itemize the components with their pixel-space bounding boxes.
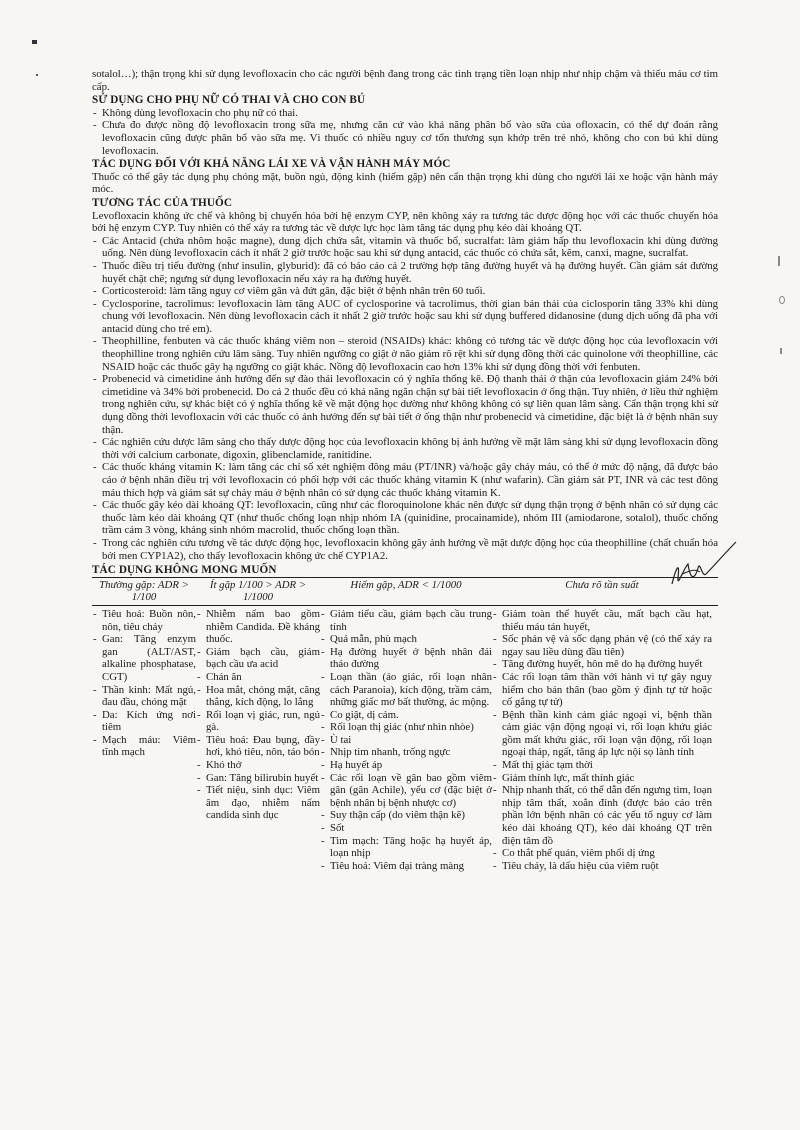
list-item: - Khó thở	[196, 759, 320, 772]
list-item: - Co thắt phế quản, viêm phổi dị ứng	[492, 847, 712, 860]
driving-heading: TÁC DỤNG ĐỐI VỚI KHẢ NĂNG LÁI XE VÀ VẬN HÀNH MÁY MÓC	[92, 158, 451, 171]
list-item: - Quá mẫn, phù mạch	[320, 633, 492, 646]
adverse-table-header	[92, 577, 718, 606]
interactions-list	[92, 235, 718, 562]
scan-mark	[32, 40, 37, 44]
list-item: - Tăng đường huyết, hôn mê do hạ đường huyết	[492, 658, 712, 671]
list-item: - Co giật, dị cảm.	[320, 709, 492, 722]
list-item: - Giảm toàn thể huyết cầu, mất bạch cầu hạt, thiếu máu tán huyết,	[492, 608, 712, 633]
scan-dot	[780, 348, 782, 354]
list-item: - Các rối loạn tâm thần với hành vi tự gây nguy hiểm cho bản thân (bao gồm ý định tự tử hoặc cố gắng tự tử)	[492, 671, 712, 709]
document-page	[92, 68, 718, 872]
header-common: Thường gặp: ADR > 1/100	[99, 578, 189, 604]
scan-dot	[779, 296, 785, 304]
list-item: - Mạch máu: Viêm tĩnh mạch	[92, 734, 196, 759]
list-item: - Bệnh thần kinh cảm giác ngoại vi, bệnh thần cảm giác vận động ngoại vi, rối loạn khứu giác gồm mất khứu giác, rối loạn vận động, rối loạn ngoại tháp, ngất, tăng áp lực nội sọ lành tính	[492, 709, 712, 759]
list-item: - Cyclosporine, tacrolimus: levofloxacin làm tăng AUC of cyclosporine và tacrolimus, thời gian bán thải của ciclosporin tăng 33% khi dùng chung với levofloxacin. Nên dùng levofloxacin cách ít nhất 2 giờ trước hoặc sau khi sử dụng buffered didanosine (dung dịch uống đã pha với antacid dùng cho trẻ em).	[92, 298, 718, 336]
rare-column	[320, 608, 492, 872]
scan-dot	[778, 256, 780, 266]
list-item: - Các thuốc kháng vitamin K: làm tăng các chỉ số xét nghiệm đông máu (PT/INR) và/hoặc gây chảy máu, có thể ở mức độ nặng, đã được báo cáo ở bệnh nhân điều trị với levofloxacin có phối hợp với các thuốc kháng vitamin K (như wafarin). Cần giám sát PT, INR và các test đông máu thích hợp và giám sát sự chảy máu ở bệnh nhân có sử dụng các thuốc kháng vitamin K.	[92, 461, 718, 499]
adverse-table-body	[92, 608, 718, 872]
list-item: - Mất thị giác tạm thời	[492, 759, 712, 772]
list-item: - Tiêu hoá: Đau bụng, đầy hơi, khó tiêu, nôn, táo bón	[196, 734, 320, 759]
list-item: - Tim mạch: Tăng hoặc hạ huyết áp, loạn nhịp	[320, 835, 492, 860]
list-item: - Ù tai	[320, 734, 492, 747]
list-item: - Chưa đo được nồng độ levofloxacin trong sữa mẹ, nhưng căn cứ vào khả năng phân bố vào sữa của ofloxacin, có thể dự đoán rằng levofloxacin cũng được phân bố vào sữa mẹ. Vì thuốc có nhiều nguy cơ tổn thương sụn khớp trên trẻ nhỏ, không cho con bú khi dùng levofloxacin.	[92, 119, 718, 157]
uncommon-column	[196, 608, 320, 872]
pregnancy-list	[92, 107, 718, 157]
list-item: - Nhiễm nấm bao gồm nhiễm Candida. Đề kháng thuốc.	[196, 608, 320, 646]
handwritten-signature	[664, 538, 738, 594]
list-item: - Các rối loạn về gân bao gồm viêm gân (gân Achile), yếu cơ (đặc biệt ở bệnh nhân bị bệnh nhược cơ)	[320, 772, 492, 810]
driving-text: Thuốc có thể gây tác dụng phụ chóng mặt, buồn ngủ, động kinh (hiếm gặp) nên cẩn thận trọng khi dùng cho người lái xe hoặc vận hành máy móc.	[92, 170, 718, 196]
list-item: - Các Antacid (chứa nhôm hoặc magne), dung dịch chứa sắt, vitamin và thuốc bổ, sucralfat: làm giảm hấp thu levofloxacin khi dùng đường uống. Nên dùng levofloxacin cách ít nhất 2 giờ trước hoặc sau khi sử dụng antacid, các thuốc có chứa sắt, kẽm, canxi, magne, sucralfat.	[92, 235, 718, 260]
list-item: - Nhịp tim nhanh, trống ngực	[320, 746, 492, 759]
list-item: - Theophilline, fenbuten và các thuốc kháng viêm non – steroid (NSAIDs) khác: không có tương tác về dược động học của levofloxacin với theophilline trong nghiên cứu lâm sàng. Tuy nhiên ngưỡng co giật ở não giảm rõ rệt khi sử dụng đồng thời các quinolone với theophilline, các NSAID hoặc các thuốc gây hạ ngưỡng co giật khác. Nồng độ levofloxacin cao hơn 13% khi sử dụng đồng thời với fenbuten.	[92, 335, 718, 373]
list-item: - Da: Kích ứng nơi tiêm	[92, 709, 196, 734]
scan-dot	[36, 74, 38, 76]
list-item: - Chán ăn	[196, 671, 320, 684]
list-item: - Rối loạn thị giác (như nhìn nhòe)	[320, 721, 492, 734]
list-item: - Corticosteroid: làm tăng nguy cơ viêm gân và đứt gân, đặc biệt ở bệnh nhân trên 60 tuổi.	[92, 285, 718, 298]
list-item: - Gan: Tăng enzym gan (ALT/AST, alkaline phosphatase, CGT)	[92, 633, 196, 683]
list-item: - Suy thận cấp (do viêm thận kẽ)	[320, 809, 492, 822]
list-item: - Không dùng levofloxacin cho phụ nữ có thai.	[92, 107, 718, 120]
list-item: - Tiết niệu, sinh dục: Viêm âm đạo, nhiễm nấm candida sinh dục	[196, 784, 320, 822]
adverse-effects-section	[92, 564, 718, 872]
unknown-column	[492, 608, 712, 872]
list-item: - Giảm tiểu cầu, giảm bạch cầu trung tính	[320, 608, 492, 633]
list-item: - Gan: Tăng bilirubin huyết	[196, 772, 320, 785]
header-unknown: Chưa rõ tần suất	[565, 578, 639, 591]
list-item: - Loạn thần (ảo giác, rối loạn nhân cách Paranoia), kích động, trầm cảm, những giấc mơ bất thường, ác mộng.	[320, 671, 492, 709]
list-item: - Các thuốc gây kéo dài khoảng QT: levofloxacin, cũng như các floroquinolone khác nên được sử dụng thận trọng ở bệnh nhân có sử dụng các thuốc làm kéo dài khoảng QT (như thuốc chống loạn nhịp nhóm IA (quinidine, procainamide), nhóm III (amiodarone, sotalol), thuốc chống trầm cảm 3 vòng, kháng sinh nhóm macrolid, thuốc chống loạn thần.	[92, 499, 718, 537]
list-item: - Thuốc điều trị tiểu đường (như insulin, glyburid): đã có báo cáo cả 2 trường hợp tăng đường huyết và hạ đường huyết. Cần giám sát đường huyết chặt chẽ; ngưng sử dụng levofloxacin nếu xảy ra hạ đường huyết.	[92, 260, 718, 285]
list-item: - Các nghiên cứu dược lâm sàng cho thấy dược động học của levofloxacin không bị ảnh hưởng về mặt lâm sàng khi sử dụng levofloxacin đồng thời với calcium carbonate, digoxin, glibenclamide, ranitidine.	[92, 436, 718, 461]
list-item: - Nhịp nhanh thất, có thể dẫn đến ngưng tim, loạn nhịp tâm thất, xoắn đỉnh (được báo cáo trên phần lớn bệnh nhân có các yếu tố nguy cơ làm kéo dài khoảng QT), kéo dài khoảng QT trên điện tâm đồ	[492, 784, 712, 847]
list-item: - Tiêu hoá: Buồn nôn, nôn, tiêu chảy	[92, 608, 196, 633]
list-item: - Tiêu hoá: Viêm đại tràng màng	[320, 860, 492, 873]
list-item: - Giảm thính lực, mất thính giác	[492, 772, 712, 785]
list-item: - Probenecid và cimetidine ảnh hưởng đến sự đào thải levofloxacin có ý nghĩa thống kê. Độ thanh thải ở thận của levofloxacin giảm 24% bởi cimetidine và 34% bởi probenecid. Do cả 2 thuốc đều có khả năng ngăn chặn sự bài tiết levofloxacin ở ống thận. Tuy nhiên, ở liều thử nghiệm trong nghiên cứu, sự khác biệt có ý nghĩa thống kê về mặt động học dường như không không có sự liên quan lâm sàng. Cẩn thận trọng khi sử dụng đồng thời levofloxacin với các thuốc có ảnh hưởng đến sự bài tiết ở ống thận như probenecid và cimetidine, đặc biệt là ở bệnh nhân suy thận.	[92, 373, 718, 436]
header-uncommon: Ít gặp 1/100 > ADR > 1/1000	[209, 578, 307, 604]
common-column	[92, 608, 196, 872]
list-item: - Hoa mắt, chóng mặt, căng thẳng, kích động, lo lắng	[196, 684, 320, 709]
pregnancy-heading: SỬ DỤNG CHO PHỤ NỮ CÓ THAI VÀ CHO CON BÚ	[92, 94, 366, 107]
interactions-intro: Levofloxacin không ức chế và không bị chuyển hóa bởi hệ enzym CYP, nên không xảy ra tương tác dược động học với các thuốc chuyển hóa bởi hệ enzym CYP. Tuy nhiên có thể xảy ra tương tác về dược lực học làm tăng tác dụng phụ kéo dài khoảng QT.	[92, 209, 718, 235]
intro-text: sotalol…); thận trọng khi sử dụng levofloxacin cho các người bệnh đang trong các tình trạng tiền loạn nhịp như nhịp chậm và thiếu máu cơ tim cấp.	[92, 68, 718, 93]
list-item: - Rối loạn vị giác, run, ngủ gà.	[196, 709, 320, 734]
list-item: - Tiêu chảy, là dấu hiệu của viêm ruột	[492, 860, 712, 873]
list-item: - Sốc phản vệ và sốc dạng phản vệ (có thể xảy ra ngay sau liều dùng đầu tiên)	[492, 633, 712, 658]
list-item: - Thần kinh: Mất ngủ, đau đầu, chóng mặt	[92, 684, 196, 709]
header-rare: Hiếm gặp, ADR < 1/1000	[350, 578, 462, 591]
list-item: - Hạ đường huyết ở bệnh nhân đái tháo đường	[320, 646, 492, 671]
adverse-heading: TÁC DỤNG KHÔNG MONG MUỐN	[92, 564, 277, 577]
list-item: - Sốt	[320, 822, 492, 835]
list-item: - Hạ huyết áp	[320, 759, 492, 772]
list-item: - Trong các nghiên cứu tương về tác dược động học, levofloxacin không gây ảnh hưởng về mặt dược động học của theophilline (chất chuẩn hóa bởi men CYP1A2), cho thấy levofloxacin không ức chế CYP1A2.	[92, 537, 718, 562]
list-item: - Giảm bạch cầu, giảm bạch cầu ưa acid	[196, 646, 320, 671]
interactions-heading: TƯƠNG TÁC CỦA THUỐC	[92, 196, 232, 209]
